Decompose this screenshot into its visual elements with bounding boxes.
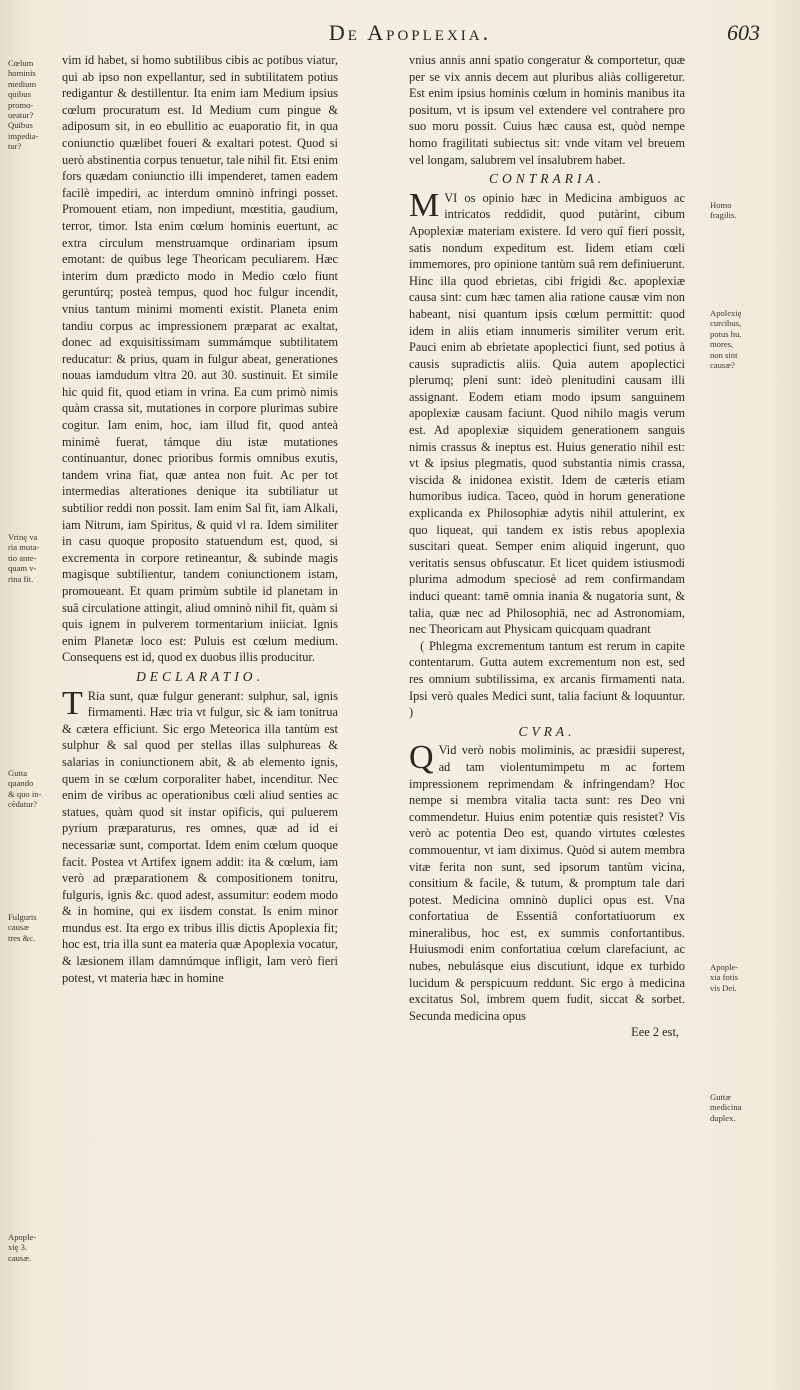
- declaratio-paragraph: [62, 684, 338, 987]
- drop-cap: Q: [409, 739, 434, 777]
- margin-note-line: Quibus: [8, 120, 33, 131]
- margin-note-line: Guttæ: [710, 1092, 732, 1102]
- margin-note-line: Gutta: [8, 768, 28, 778]
- page-number: 603: [727, 20, 760, 45]
- cura-paragraph: [409, 739, 685, 1024]
- declaratio-text: Ria sunt, quæ fulgur generant: sulphur, sal, ignis firmamenti. Hæc tria vt fulgur, sic & iam tonitrua & cætera efficiunt. Sic ergo Meteorica illa tantùm est sulphur & sal quod per stellas illas sulphureas & salarias in coniunctionem abit, & ab elemento ignis, quem in se cœlum corporaliter habet, incenditur. Nec enim de viribus ac operationibus cœli aliud senties ac statues, quàm quod sit instar opificis, qui puluerem pyrium præparaturus, res omnes, quæ ad id ei necessariæ sunt, comportat. Idem enim cœlum quoque facit. Postea vt Artifex ignem addit: ita & cœlum, iam verò ad præparationem & compositionem tonitru, fulguris, ignis &c. quod adest, assumitur: eodem modo & in homine, qui ex iisdem constat. Is enim minor mundus est. Ita ergo ex tribus illis dictis Apoplexia fit; hoc est, tria illa sunt ea materia quæ Apoplexia vocatur, & læsionem illam damnúmque infligit, Iam verò fieri potest, vt materia hæc in homine: [62, 688, 338, 985]
- margin-note-line: Apople-: [8, 1232, 37, 1242]
- margin-note-line: xia fotis: [710, 972, 738, 983]
- margin-note-line: medicina: [710, 1102, 742, 1113]
- margin-note-line: tio ante-: [8, 552, 37, 563]
- margin-note-line: quibus: [8, 89, 31, 100]
- margin-note-line: quam v-: [8, 563, 37, 574]
- margin-note-line: hominis: [8, 68, 36, 79]
- margin-note-line: potus hu.: [710, 328, 742, 339]
- margin-note-line: Fulguris: [8, 912, 37, 922]
- body-paragraph: vim id habet, si homo subtilibus cibis ac potibus viatur, qui ab ipso non expellantur, sed in subtilitatem potius redigantur & destillentur. Ita enim iam Medium ipsius cœlum procuratum est. Id Medium cum pingue & adiposum sit, in eo ebullitio ac euaporatio fit, in qua coniunctio quælibet foueri & exaltari potest. Quod si uerò abstinentia corpus tenuetur, tale nihil fit. Etsi enim fors quædam coniunctio illi impenderet, tamen eadem facilè impediri, ac interdum omninò infringi posset. Promouent etiam, non impediunt, mœstitia, gaudium, terror, timor. Ista enim cœlum hominis euertunt, ac extra circulum menstruamque ordinariam ipsum emotant: de quibus lege Theoricam peculiarem. Hæc interim dum prædicto modo in Medio cœlo fiunt geruntúrq; posteà tempus, quod hoc fulgur incendit, vnius tantum minimi momenti existit. Planeta enim tandiu corpus ac impressionem præparat ac exaltat, donec ad exquisitissimam summámque subtilitatem reducatur: & prius, quam in fulgur abeat, generationes nouas iamdudum vltra 20. aut 30. sustinuit. Et simile hic quid fit, quod etiam in vrina. Ea cum primò nimis quàm crassa sit, mutationes in corpore plurimas subire cogitur. Iam enim, hoc, iam illud fit, quod anteà minimè fuerat, támque diu istæ mutationes continuantur, donec prioribus formis omnibus exutis, tandem vrina fiat, quæ antea non fuit. Ac per tot intermedias alterationes denique ita subtiliatur ut subtilior reddi non possit. Iam enim Sal fit, iam Alkali, iam Nitrum, iam Spiritus, & quid vl ra. Idem similiter in casu quoque proposito statuendum est, quod, si excrementa in corpore retineantur, & subinde magis magisque subtilientur, tandem coniunctionem istam, promoueant. Et quam primùm subtile id planetam in suâ circulatione attingit, aliud omninò nihil fit, quàm si quis ignem in pulverem tormentarium iniiciat. Ignis enim Planetæ loco est: Puluis est cœlum medium. Consequens est id, quod ex duobus illis producitur.: [62, 53, 338, 665]
- margin-note-line: causæ?: [710, 360, 735, 371]
- drop-cap: M: [409, 186, 440, 224]
- margin-note-line: Cœlum: [8, 58, 34, 68]
- margin-note-line: impedia-: [8, 130, 39, 141]
- margin-note-line: tres &c.: [8, 932, 36, 943]
- contraria-text: VI os opinio hæc in Medicina ambiguos ac intricatos reddidit, quod putàrint, cibum Apoplexiæ materiam existere. Id vero quî fieri possit, satis nondum expeditum est. Iidem etiam cœli immemores, pro opinione tantùm suâ rem definiuerunt. Hinc illa quod ebrietas, cibi frigidi &c. apoplexiæ causa sint: cum hæc tamen alia ratione causæ vim non habeant, nisi quantum ipsis cœlum permittit: quod idem in aliis etiam innumeris similiter verum erit. Pauci enim ab ebrietate apoplectici fiunt, sed potius à causis supradictis aliis. Quia autem apoplectici plerumq; pleni sunt: ideò plenitudini causam illi assignant. Eodem etiam modo ipsum sanguinem apoplexiæ causam faciunt. Quod nihilo magis verum est. Ad apoplexiæ siquidem generationem sanguis nimis crassus & ineptus est. Huius generatio nihil est: vt & ipsius plegmatis, quod substantia nimis crassa, viscida & inidonea existit. Idem de cæteris etiam humoribus iudica. Taceo, quòd in horum generatione explicanda ex Philosophiæ adytis nihil attulerint, ex quo liqueat, qui tandem ex istis rebus apoplexia suscitari queat. Semper enim aliquid ingerunt, quo veritatis sensus obfuscatur. Et licet quidem istiusmodi plurima admodum speciosè ad rem confirmandam induci queant: tamē omnia inania & nugatoria sunt, & talia, quæ nec ad Philosophiā, nec ad Astronomiam, nec Theoricam aut Physicam quicquam quadrant: [409, 190, 685, 637]
- margin-note-line: Vrinę va: [8, 532, 38, 542]
- margin-note-right: [710, 200, 790, 221]
- margin-note-left: [8, 58, 58, 152]
- margin-note-line: Apople-: [710, 962, 739, 972]
- margin-note-line: & quo in-: [8, 788, 42, 799]
- margin-note-line: quando: [8, 778, 34, 789]
- margin-note-left: [8, 1232, 58, 1263]
- margin-note-right: [710, 1092, 790, 1123]
- margin-note-line: tur?: [8, 141, 22, 152]
- contraria-paragraph: [409, 186, 685, 638]
- section-heading-contraria: CONTRARIA.: [488, 171, 606, 187]
- margin-note-line: ria muta-: [8, 542, 40, 553]
- body-paragraph: vnius annis anni spatio congeratur & comportetur, quæ per se vix annis decem aut pluribus aliàs colligeretur. Est enim ipsius hominis cœlum in hominis manibus ita positum, vt is ipsum vel extendere vel contrahere pro suo moru possit. Cuius hæc causa est, quòd nempe homo fragilitati subiectus sit: vnde vitam vel breuem vel longam, salubrem vel insalubrem habet.: [409, 53, 685, 167]
- signature-mark: Eee 2 est,: [631, 1025, 679, 1040]
- margin-note-line: curcibus,: [710, 318, 742, 329]
- margin-note-left: [8, 912, 58, 943]
- margin-note-line: xię 3.: [8, 1242, 28, 1253]
- margin-note-line: rina fit.: [8, 573, 34, 584]
- margin-note-line: cēdatur?: [8, 799, 38, 810]
- margin-note-line: ueatur?: [8, 110, 34, 121]
- right-text-column: [409, 52, 685, 1041]
- margin-note-right: [710, 308, 790, 370]
- margin-note-line: mores,: [710, 339, 734, 350]
- margin-note-line: vis Dei.: [710, 982, 737, 993]
- margin-note-line: causæ: [8, 922, 30, 933]
- section-heading-declaratio: DECLARATIO.: [136, 668, 264, 684]
- margin-note-line: Homo: [710, 200, 732, 210]
- margin-note-line: fragilis.: [710, 210, 737, 221]
- margin-note-line: causæ.: [8, 1252, 32, 1263]
- running-title: De Apoplexia.: [328, 20, 492, 45]
- margin-note-line: promo-: [8, 99, 34, 110]
- margin-note-left: [8, 768, 58, 810]
- left-text-column: [62, 52, 338, 986]
- cura-text: Vid verò nobis moliminis, ac præsidii superest, ad tam violentumimpetu m ac fortem impressionem reprimendam & infringendam? Hoc nempe si membra vitalia tacta sunt: res Deo vni commendetur. Huius enim potentiæ quis resistet? Vis verò ac potentia Deo est, quando virtutes cœlestes commouentur, vt iam diximus. Quòd si autem membra vitæ ferita non sunt, sed ipsorum tantùm vicina, consitium & facile, & tutum, & promptum tale dari potest. Medicina omninò duplici opus est. Vna confortatiua de Essentiâ confortatiuorum ex mineralibus, hoc est, ex summis confortantibus. Huiusmodi enim confortatiua cœlum clarefaciunt, ac nubes, nebulásque eius discutiunt, idque ex turbido lucidum & perspicuum reddunt. Sic ergo à medicina excitatus Sol, imbrem quem fudit, siccat & sorbet. Secunda medicina opus: [409, 743, 685, 1023]
- margin-note-right: [710, 962, 790, 993]
- section-heading-cura: CVRA.: [518, 723, 576, 739]
- margin-note-line: medium: [8, 78, 37, 89]
- drop-cap: T: [62, 684, 83, 722]
- margin-note-left: [8, 532, 58, 584]
- margin-note-line: non sint: [710, 349, 738, 360]
- margin-note-line: duplex.: [710, 1112, 736, 1123]
- page-header: [60, 20, 760, 50]
- phlegma-paragraph: ( Phlegma excrementum tantum est rerum in capite contentarum. Gutta autem excrementum non est, sed res omnium subtilissima, ex arcanis firmamenti nata. Ipsi verò quales Medici sunt, talia faciunt & loquuntur. ): [409, 638, 685, 720]
- margin-note-line: Apolexię: [710, 308, 742, 318]
